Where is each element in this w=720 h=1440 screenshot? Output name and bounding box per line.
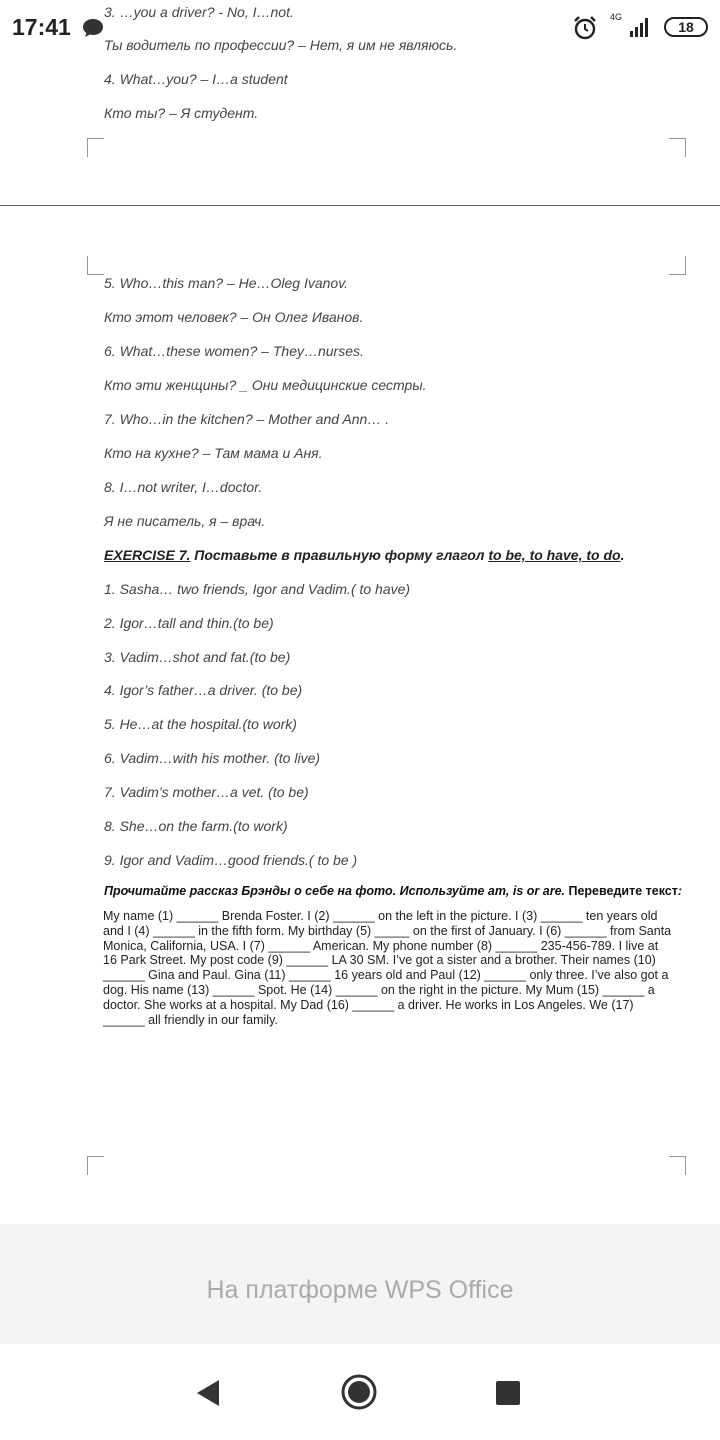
page-divider (0, 205, 720, 206)
battery-indicator (664, 17, 708, 37)
crop-mark (87, 256, 104, 275)
reading-title-italic: Прочитайте рассказ Брэнды о себе на фото. Используйте am, is or are. (104, 884, 565, 898)
doc-line: Кто эти женщины? _ Они медицинские сестры. (104, 377, 427, 393)
crop-mark (669, 1156, 686, 1175)
chat-notification-icon (82, 18, 104, 38)
home-button[interactable] (340, 1373, 378, 1411)
exercise-item: 3. Vadim…shot and fat.(to be) (104, 649, 291, 665)
doc-line: 7. Who…in the kitchen? – Mother and Ann… . (104, 411, 390, 427)
exercise7-verbs: to be, to have, to do (488, 547, 621, 563)
exercise7-end: . (620, 547, 625, 563)
wps-footer-banner[interactable] (0, 1224, 720, 1344)
crop-mark (669, 138, 686, 157)
exercise-item: 4. Igor’s father…a driver. (to be) (104, 682, 303, 698)
doc-line: Кто на кухне? – Там мама и Аня. (104, 445, 323, 461)
recent-apps-button[interactable] (496, 1381, 520, 1405)
exercise7-heading (104, 547, 624, 563)
exercise-item: 2. Igor…tall and thin.(to be) (104, 615, 274, 631)
crop-mark (669, 256, 686, 275)
reading-title-colon: : (677, 884, 683, 898)
doc-line: 8. I…not writer, I…doctor. (104, 479, 263, 495)
exercise-item: 5. He…at the hospital.(to work) (104, 716, 297, 732)
clock: 17:41 (12, 14, 71, 40)
reading-text: My name (1) ______ Brenda Foster. I (2) ______ on the left in the picture. I (3) ______ ten years old and I (4) ______ in the fifth form. My birthday (5) _____ on the first of January. I (6) ______ from Santa Monica, California, USA. I (7) ______ American. My phone number (8) ______ 235-456-789. I live at 16 Park Street. My post code (9) ______ LA 30 SM. I’ve got a sister and a brother. Their names (10) ______ Gina and Paul. Gina (11) ______ 16 years old and Paul (12) ______ only three. I’ve also got a dog. His name (13) ______ Spot. He (14) ______ on the right in the picture. My Mum (15) ______ a doctor. She works at a hospital. My Dad (16) ______ a driver. He works in Los Angeles. We (17) ______ all friendly in our family. (103, 909, 672, 1027)
footer-text: На платформе WPS Office (206, 1276, 514, 1304)
doc-line: Я не писатель, я – врач. (104, 513, 266, 529)
battery-level: 18 (678, 19, 694, 35)
doc-line: 5. Who…this man? – He…Oleg Ivanov. (104, 275, 349, 291)
signal-icon (628, 17, 652, 37)
network-type: 4G (610, 12, 623, 22)
doc-line: 6. What…these women? – They…nurses. (104, 343, 364, 359)
exercise-item: 6. Vadim…with his mother. (to live) (104, 750, 321, 766)
reading-title (104, 884, 682, 898)
exercise-item: 7. Vadim’s mother…a vet. (to be) (104, 784, 309, 800)
alarm-icon (572, 15, 598, 41)
doc-line: 4. What…you? – I…a student (104, 71, 288, 87)
crop-mark (87, 138, 104, 157)
doc-line: Ты водитель по профессии? – Нет, я им не являюсь. (104, 37, 458, 53)
back-button[interactable] (195, 1378, 221, 1408)
doc-line: Кто ты? – Я студент. (104, 105, 259, 121)
exercise-item: 9. Igor and Vadim…good friends.( to be ) (104, 852, 358, 868)
exercise7-label: EXERCISE 7. (104, 547, 191, 563)
doc-line: 3. …you a driver? - No, I…not. (104, 4, 294, 20)
crop-mark (87, 1156, 104, 1175)
reading-title-normal: Переведите текст (565, 884, 678, 898)
exercise-item: 8. She…on the farm.(to work) (104, 818, 288, 834)
exercise-item: 1. Sasha… two friends, Igor and Vadim.( to have) (104, 581, 411, 597)
doc-line: Кто этот человек? – Он Олег Иванов. (104, 309, 364, 325)
exercise7-instruction: Поставьте в правильную форму глагол (190, 547, 489, 563)
